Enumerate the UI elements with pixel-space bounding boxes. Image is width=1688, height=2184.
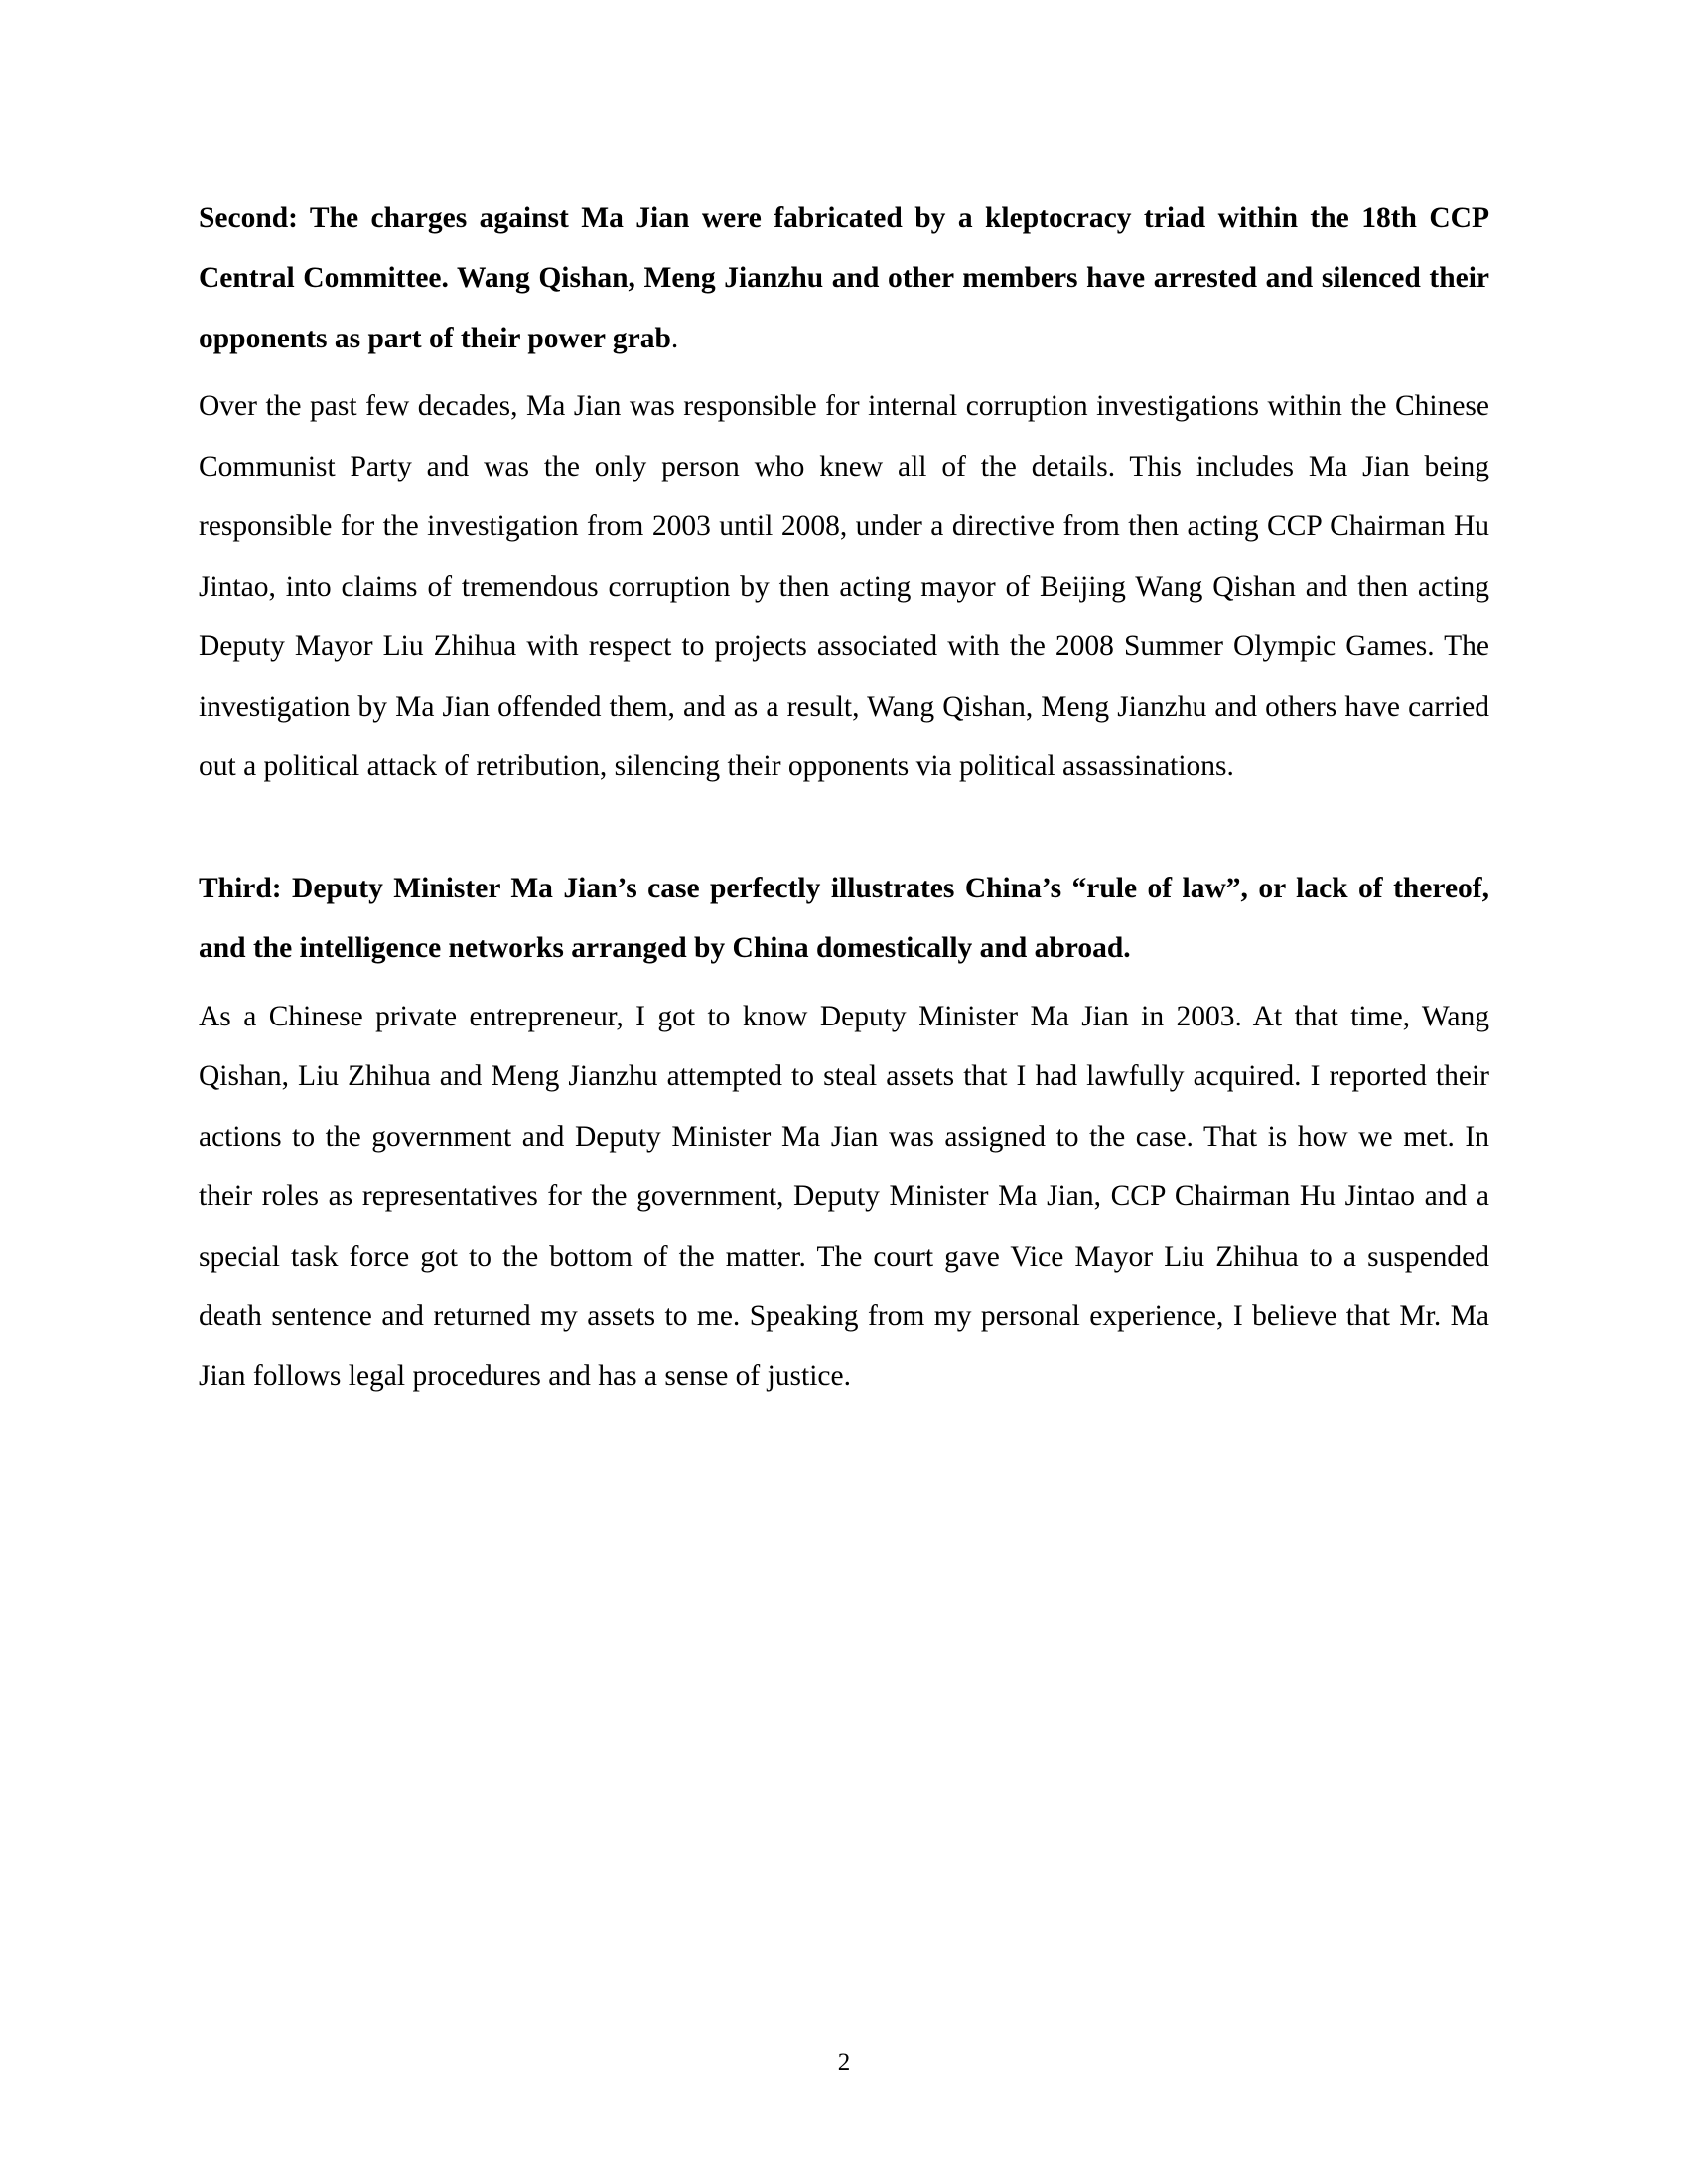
spacer bbox=[199, 797, 1489, 859]
section-heading-third bbox=[199, 859, 1489, 979]
section-heading-third-text: Third: Deputy Minister Ma Jian’s case perfectly illustrates China’s “rule of law”, or lack of thereof, and the intelligence networks arranged by China domestically and abroad. bbox=[199, 872, 1489, 965]
page-content bbox=[199, 189, 1489, 1407]
section-heading-second bbox=[199, 189, 1489, 368]
section-heading-second-text: Second: The charges against Ma Jian were fabricated by a kleptocracy triad within the 18th CCP Central Committee. Wang Qishan, Meng Jianzhu and other members have arrested and silenced their opponents as part of their power grab bbox=[199, 203, 1489, 354]
spacer bbox=[199, 368, 1489, 376]
section-body-second: Over the past few decades, Ma Jian was responsible for internal corruption investigations within the Chinese Communist Party and was the only person who knew all of the details. This includes Ma Jian being responsible for the investigation from 2003 until 2008, under a directive from then acting CCP Chairman Hu Jintao, into claims of tremendous corruption by then acting mayor of Beijing Wang Qishan and then acting Deputy Mayor Liu Zhihua with respect to projects associated with the 2008 Summer Olympic Games. The investigation by Ma Jian offended them, and as a result, Wang Qishan, Meng Jianzhu and others have carried out a political attack of retribution, silencing their opponents via political assassinations. bbox=[199, 390, 1489, 783]
section-heading-second-tail: . bbox=[670, 322, 679, 354]
spacer bbox=[199, 979, 1489, 987]
page-number: 2 bbox=[837, 2049, 851, 2076]
section-body-third: As a Chinese private entrepreneur, I got to know Deputy Minister Ma Jian in 2003. At that time, Wang Qishan, Liu Zhihua and Meng Jianzhu attempted to steal assets that I had lawfully acquired. I reported their actions to the government and Deputy Minister Ma Jian was assigned to the case. That is how we met. In their roles as representatives for the government, Deputy Minister Ma Jian, CCP Chairman Hu Jintao and a special task force got to the bottom of the matter. The court gave Vice Mayor Liu Zhihua to a suspended death sentence and returned my assets to me. Speaking from my personal experience, I believe that Mr. Ma Jian follows legal procedures and has a sense of justice. bbox=[199, 1000, 1489, 1393]
